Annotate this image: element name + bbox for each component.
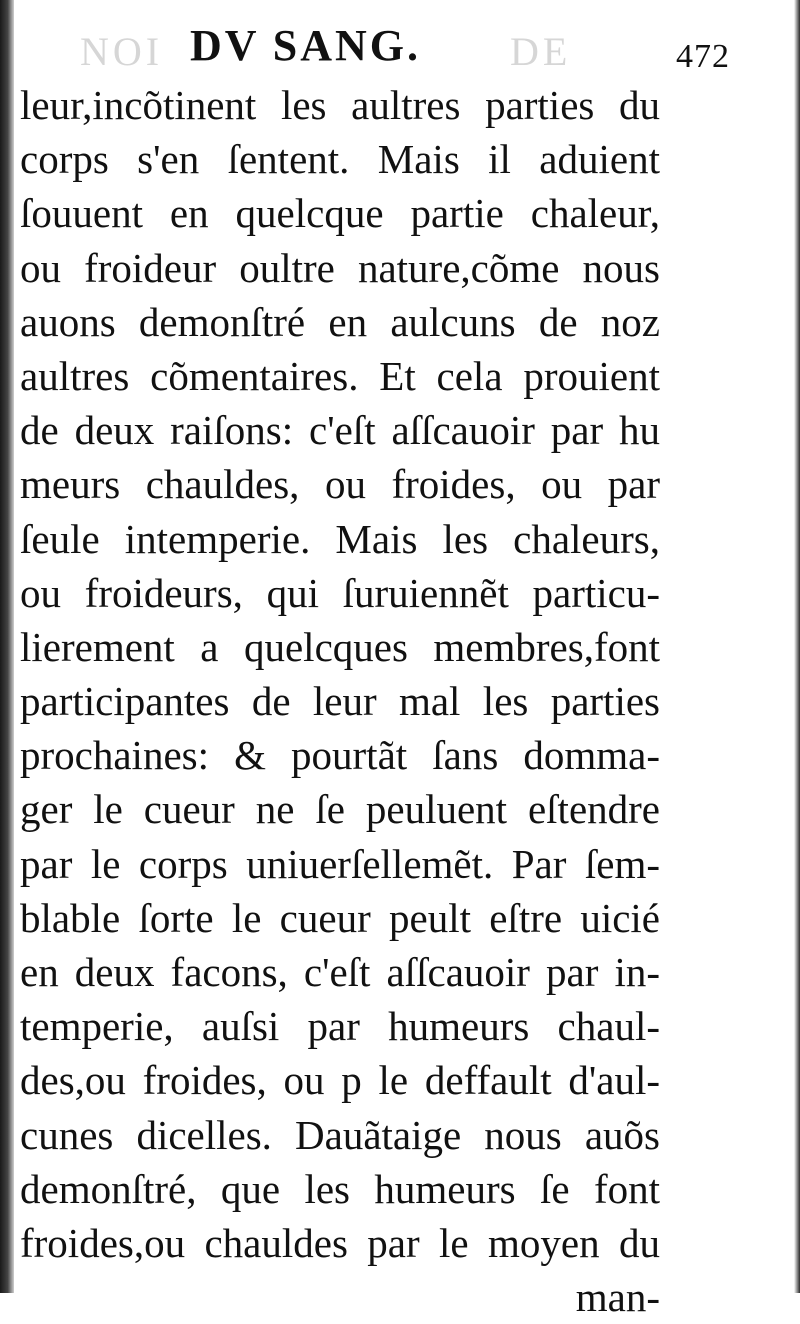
text-line: corps s'en ſentent. Mais il aduient (20, 136, 660, 183)
text-line: en deux facons, c'eſt aſſcauoir par in- (20, 949, 660, 995)
catchword: man- (575, 1274, 660, 1321)
text-line: meurs chauldes, ou froides, ou par (20, 461, 660, 508)
text-line: froides,ou chauldes par le moyen du (20, 1219, 660, 1266)
text-line: participantes de leur mal les parties (20, 678, 660, 725)
bleed-through-right: DE (510, 29, 572, 74)
text-line: blable ſorte le cueur peult eſtre uicié (20, 894, 660, 941)
text-line: des,ou froides, ou p le deffault d'aul- (20, 1057, 660, 1104)
text-line: leur,incõtinent les aultres parties du (20, 82, 660, 128)
page-edge-left (0, 0, 14, 1293)
text-line: ou froideur oultre nature,cõme nous (20, 244, 660, 291)
text-line: temperie, auſsi par humeurs chaul- (20, 1003, 660, 1050)
text-line: lierement a quelcques membres,font (20, 623, 660, 670)
running-title: DV SANG. (190, 21, 422, 70)
bleed-through-left: NOI (80, 29, 164, 74)
page-edge-right (794, 0, 800, 1293)
text-line: par le corps uniuerſellemẽt. Par ſem- (20, 840, 660, 887)
running-head (0, 14, 800, 74)
text-line: demonſtré, que les humeurs ſe font (20, 1165, 660, 1212)
text-line: prochaines: & pourtãt ſans domma- (20, 732, 660, 779)
text-line: cunes dicelles. Dauãtaige nous auõs (20, 1111, 660, 1158)
text-block (20, 78, 660, 1324)
text-line: ſeule intemperie. Mais les chaleurs, (20, 515, 660, 562)
text-line: de deux raiſons: c'eſt aſſcauoir par hu (20, 407, 660, 454)
text-line: ou froideurs, qui ſuruiennẽt particu- (20, 569, 660, 616)
text-line: ſouuent en quelcque partie chaleur, (20, 190, 660, 237)
page-number: 472 (676, 38, 730, 75)
text-line: auons demonſtré en aulcuns de noz (20, 298, 660, 345)
text-line: aultres cõmentaires. Et cela prouient (20, 352, 660, 399)
text-line: ger le cueur ne ſe peuluent eſtendre (20, 786, 660, 833)
